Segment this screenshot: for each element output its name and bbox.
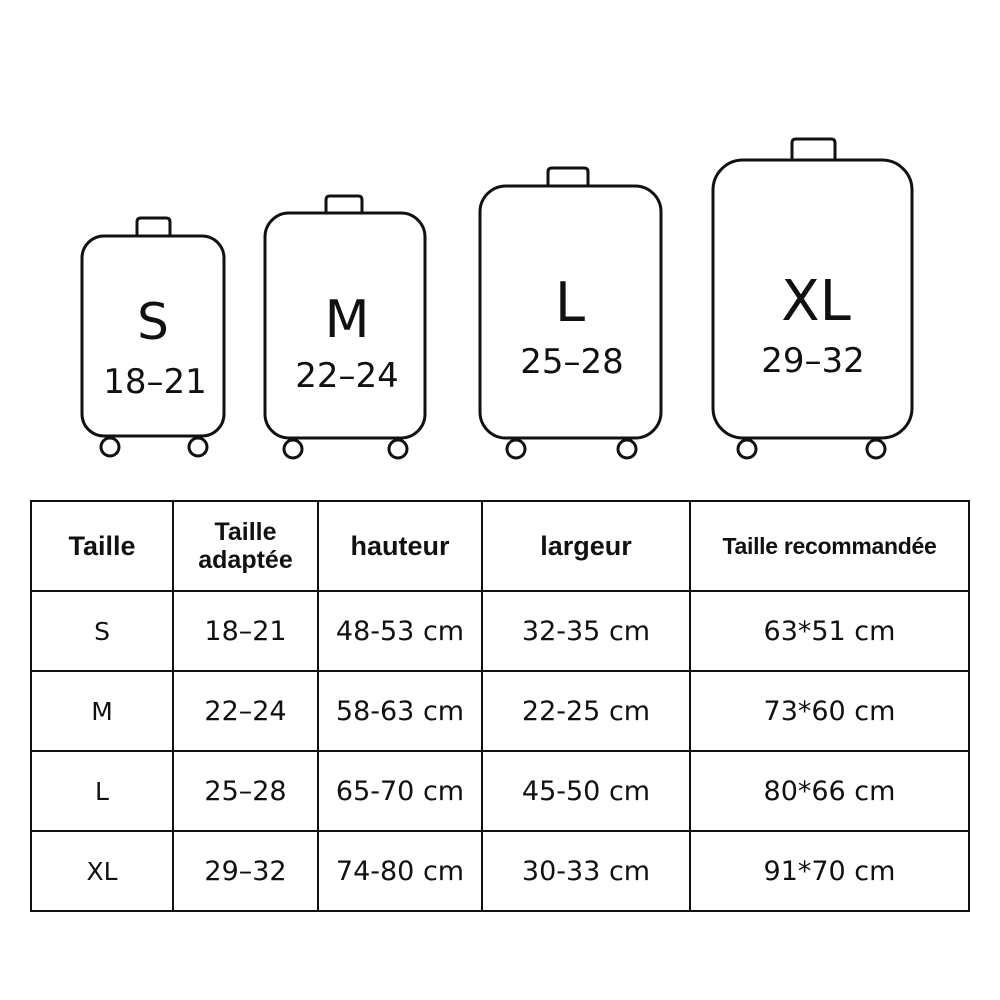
header-fit-line1: Taille (214, 518, 277, 546)
suitcase-s-range-label: 18–21 (103, 362, 207, 402)
suitcase-xl-wheel-left (738, 440, 756, 458)
table-header-row (31, 501, 969, 591)
cell-size: S (31, 591, 173, 671)
cell-fit: 18–21 (173, 591, 318, 671)
suitcase-m-size-label: M (324, 290, 370, 350)
suitcase-m-range-label: 22–24 (295, 356, 399, 396)
suitcase-m-wheel-right (389, 440, 407, 458)
cell-recommended: 63*51 cm (690, 591, 969, 671)
cell-width: 32-35 cm (482, 591, 690, 671)
suitcase-m-wheel-left (284, 440, 302, 458)
suitcase-s-size-label: S (137, 293, 169, 351)
suitcase-l-handle (548, 168, 588, 186)
suitcase-m-handle (326, 196, 362, 213)
suitcase-l-wheel-left (507, 440, 525, 458)
suitcase-s-wheel-right (189, 438, 207, 456)
header-fit (173, 501, 318, 591)
header-recommended: Taille recommandée (690, 501, 969, 591)
suitcase-l-range-label: 25–28 (520, 342, 624, 382)
cell-recommended: 73*60 cm (690, 671, 969, 751)
cell-size: L (31, 751, 173, 831)
suitcase-l-size-label: L (554, 271, 586, 334)
suitcase-xl-wheel-right (867, 440, 885, 458)
size-chart-table (30, 500, 970, 912)
suitcase-xl-range-label: 29–32 (761, 341, 865, 381)
cell-width: 30-33 cm (482, 831, 690, 911)
cell-size: M (31, 671, 173, 751)
header-height: hauteur (318, 501, 482, 591)
suitcase-xl-handle (792, 139, 835, 160)
table-row (31, 671, 969, 751)
cell-height: 48-53 cm (318, 591, 482, 671)
cell-recommended: 91*70 cm (690, 831, 969, 911)
cell-fit: 25–28 (173, 751, 318, 831)
header-size: Taille (31, 501, 173, 591)
suitcase-s-handle (137, 218, 170, 236)
cell-size: XL (31, 831, 173, 911)
cell-height: 58-63 cm (318, 671, 482, 751)
cell-fit: 22–24 (173, 671, 318, 751)
table-row (31, 751, 969, 831)
suitcase-xl-size-label: XL (781, 269, 851, 334)
cell-height: 74-80 cm (318, 831, 482, 911)
header-width: largeur (482, 501, 690, 591)
cell-width: 22-25 cm (482, 671, 690, 751)
table-row (31, 591, 969, 671)
suitcase-s-wheel-left (101, 438, 119, 456)
cell-height: 65-70 cm (318, 751, 482, 831)
table-row (31, 831, 969, 911)
suitcase-l-wheel-right (618, 440, 636, 458)
cell-fit: 29–32 (173, 831, 318, 911)
suitcase-illustrations (0, 0, 1000, 480)
cell-width: 45-50 cm (482, 751, 690, 831)
header-fit-line2: adaptée (198, 546, 293, 574)
cell-recommended: 80*66 cm (690, 751, 969, 831)
